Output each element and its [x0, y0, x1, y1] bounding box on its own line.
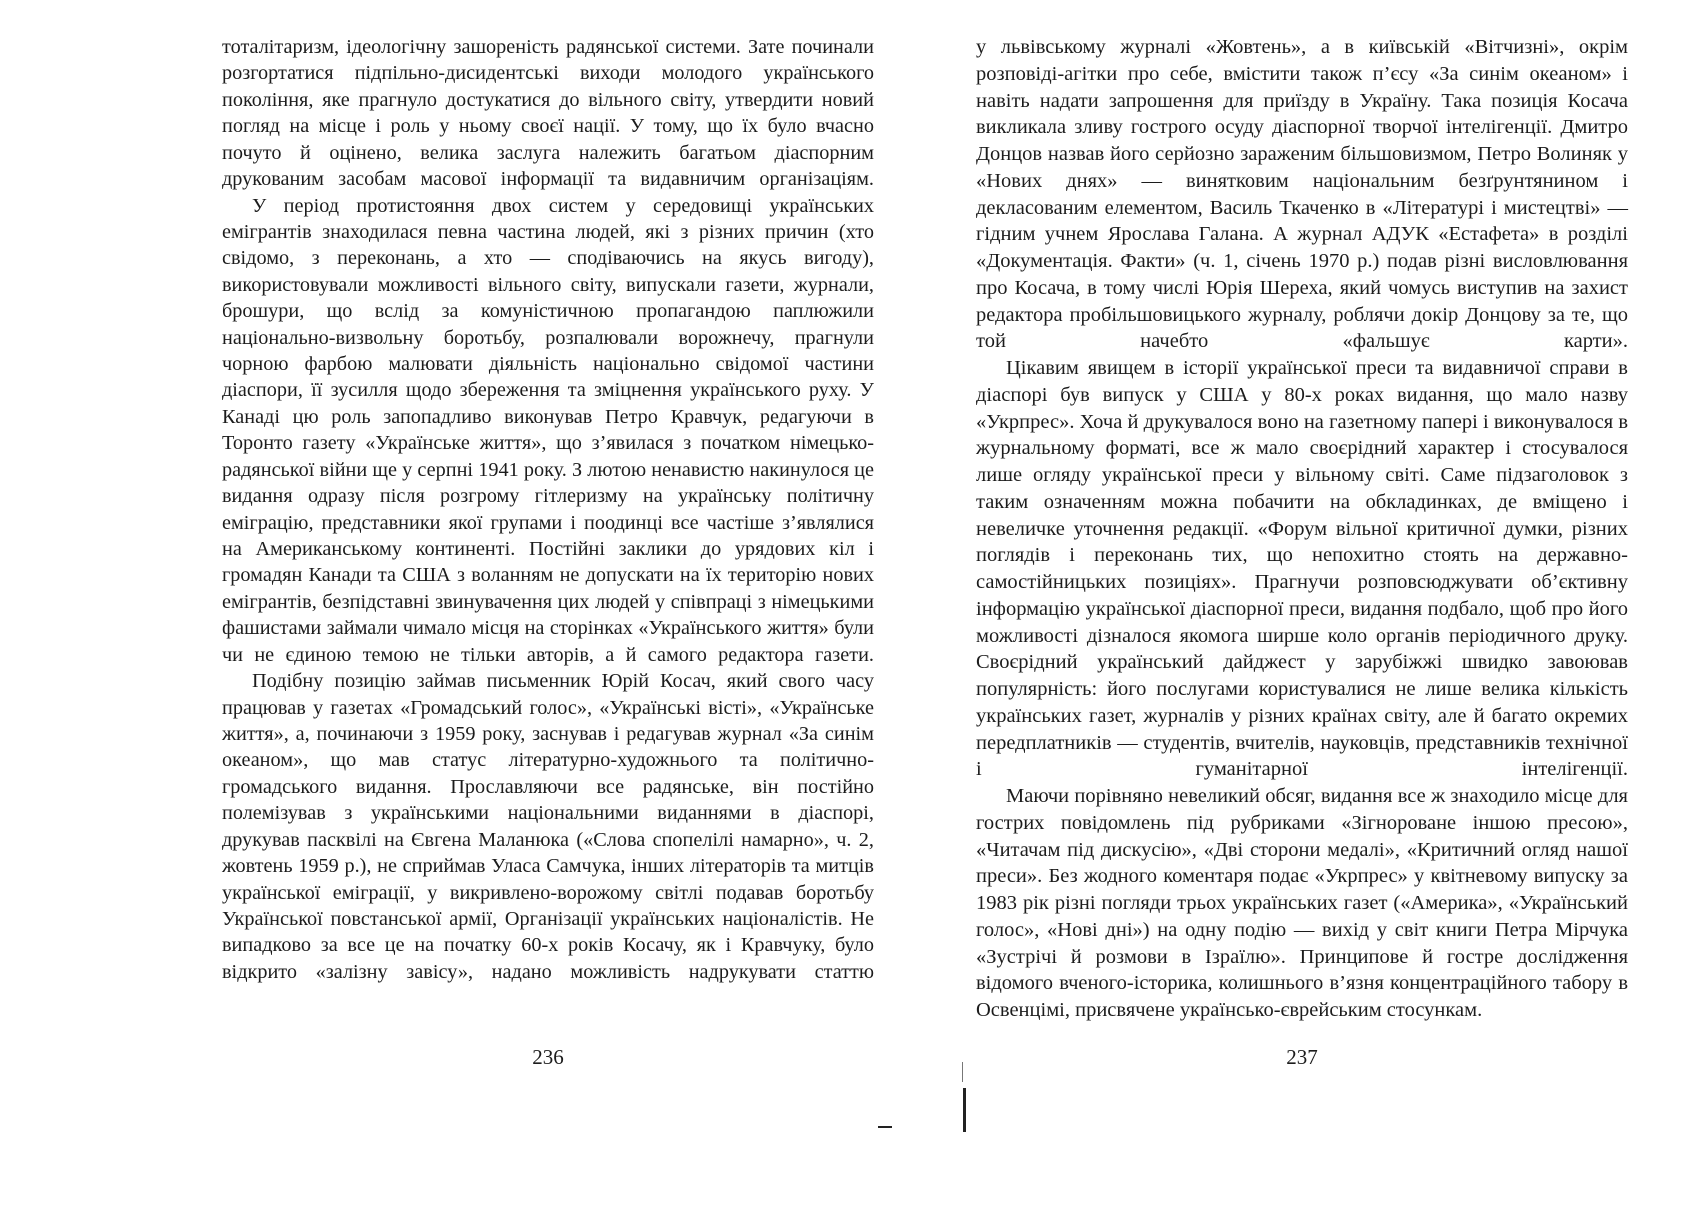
right-page: [976, 34, 1628, 1024]
scan-gutter-line: [962, 1062, 963, 1082]
right-paragraph-3: Маючи порівняно невеликий обсяг, видання все ж знаходило місце для гострих повідомлень під рубриками «Зігнороване іншою пресою», «Читачам під дискусію», «Дві сторони медалі», «Критичний огляд нашої преси». Без жодного коментаря подає «Укрпрес» у квітневому випуску за 1983 рік різні погляди трьох українських газет («Америка», «Український голос», «Нові дні») на одну подію — вихід у світ книги Петра Мірчука «Зустрічі й розмови в Ізраїлю». Принципове й гостре дослідження відомого вченого-історика, колишнього в’язня концентраційного табору в Освенцімі, присвячене українсько-єврейським стосункам.: [976, 785, 1628, 1021]
left-paragraph-1: тоталітаризм, ідеологічну зашореність радянської системи. Зате починали розгортатися підпільно-дисидентські виходи молодого українського покоління, яке прагнуло достукатися до вільного світу, утвердити новий погляд на місце і роль у ньому своєї нації. У тому, що їх було вчасно почуто й оцінено, велика заслуга належить багатьом діаспорним друкованим засобам масової інформації та видавничим організаціям.: [222, 36, 874, 191]
scan-gutter-mark: [963, 1088, 966, 1132]
scan-gutter-dash: [878, 1126, 892, 1128]
left-paragraph-2: У період протистояння двох систем у середовищі українських емігрантів знаходилася певна частина людей, які з різних причин (хто свідомо, з переконань, а хто — сподіваючись на якусь вигоду), використовували можливості вільного світу, випускали газети, журнали, брошури, що вслід за комуністичною пропагандою паплюжили національно-визвольну боротьбу, розпалювали ворожнечу, прагнули чорною фарбою малювати діяльність національно свідомої частини діаспори, її зусилля щодо збереження та зміцнення українського руху. У Канаді цю роль запопадливо виконував Петро Кравчук, редагуючи в Торонто газету «Українське життя», що з’явилася з початком німецько-радянської війни ще у серпні 1941 року. З лютою ненавистю накинулося це видання одразу після розгрому гітлеризму на українську політичну еміграцію, представники якої групами і поодинці все частіше з’являлися на Американському континенті. Постійні заклики до урядових кіл і громадян Канади та США з воланням не допускати на їх територію нових емігрантів, безпідставні звинувачення цих людей у співпраці з німецькими фашистами займали чимало місця на сторінках «Українського життя» були чи не єдиною темою не тільки авторів, а й самого редактора газети.: [222, 194, 874, 666]
left-page: [222, 34, 874, 985]
left-page-number: 236: [532, 1045, 564, 1069]
right-paragraph-1: у львівському журналі «Жовтень», а в київській «Вітчизні», окрім розповіді-агітки про себе, вмістити також п’єсу «За синім океаном» і навіть надати запрошення для приїзду в Україну. Така позиція Косача викликала зливу гострого осуду діаспорної творчої інтелігенції. Дмитро Донцов назвав його серйозно зараженим більшовизмом, Петро Волиняк у «Нових днях» — винятковим національним безґрунтянином і декласованим елементом, Василь Ткаченко в «Літературі і мистецтві» — гідним учнем Ярослава Галана. А журнал АДУК «Естафета» в розділі «Документація. Факти» (ч. 1, січень 1970 р.) подав різні висловлювання про Косача, в тому числі Юрія Шереха, який чомусь виступив на захист редактора пробільшовицького журналу, роблячи докір Донцову за те, що той начебто «фальшує карти».: [976, 36, 1628, 353]
left-paragraph-3: Подібну позицію займав письменник Юрій Косач, який свого часу працював у газетах «Громадський голос», «Українські вісті», «Українське життя», а, починаючи з 1959 року, заснував і редагував журнал «За синім океаном», що мав статус літературно-художнього та політично-громадського видання. Прославляючи все радянське, він постійно полемізував з українськими національними виданнями в діаспорі, друкував пасквілі на Євгена Маланюка («Слова спопелілі намарно», ч. 2, жовтень 1959 р.), не сприймав Уласа Самчука, інших літераторів та митців української еміграції, у викривлено-ворожому світлі подавав боротьбу Української повстанської армії, Організації українських націоналістів. Не випадково за все це на початку 60-х років Косачу, як і Кравчуку, було відкрито «залізну завісу», надано можливість надрукувати статтю: [222, 670, 874, 983]
right-page-number: 237: [1286, 1045, 1318, 1069]
right-paragraph-2: Цікавим явищем в історії української преси та видавничої справи в діаспорі був випуск у США у 80-х роках видання, що мало назву «Укрпрес». Хоча й друкувалося воно на газетному папері і виконувалося в журнальному форматі, все ж мало своєрідний характер і стосувалося лише огляду української преси у вільному світі. Саме підзаголовок з таким означенням можна побачити на обкладинках, де вміщено і невеличке уточнення редакції. «Форум вільної критичної думки, різних поглядів і переконань тих, що непохитно стоять на державно-самостійницьких позиціях». Прагнучи розповсюджувати об’єктивну інформацію української діаспорної преси, видання подбало, щоб про його можливості дізналося якомога ширше коло органів періодичного друку. Своєрідний український дайджест у зарубіжжі швидко завоював популярність: його послугами користувалися не лише велика кількість українських газет, журналів у різних країнах світу, але й багато окремих передплатників — студентів, вчителів, науковців, представників технічної і гуманітарної інтелігенції.: [976, 357, 1628, 781]
